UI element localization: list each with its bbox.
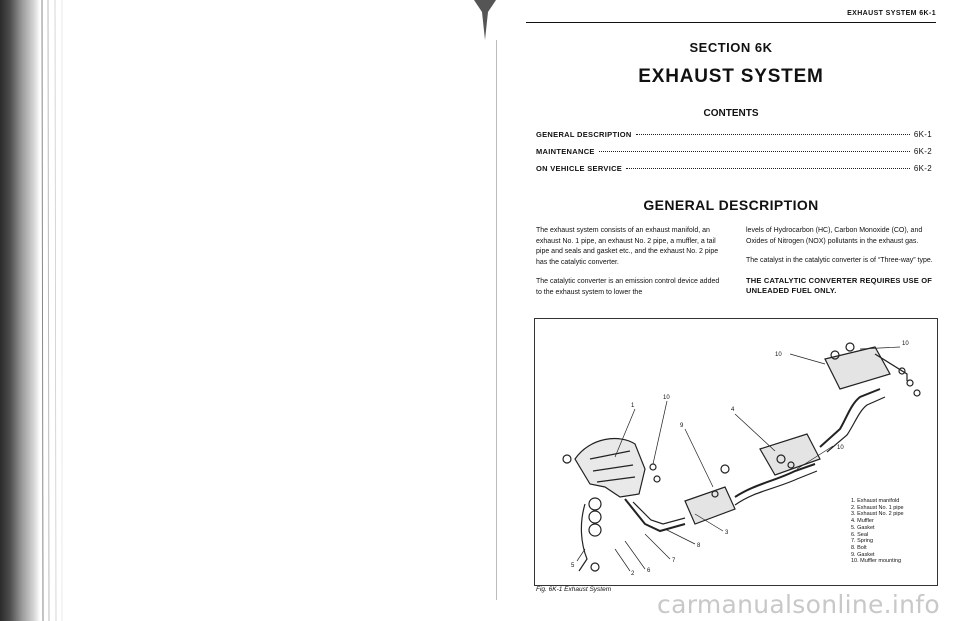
general-description-heading: GENERAL DESCRIPTION (643, 197, 819, 213)
left-column (536, 226, 726, 308)
legend-item: 6. Seal (851, 531, 869, 538)
legend-item: 7. Spring (851, 538, 874, 545)
legend-item: 2. Exhaust No. 1 pipe (851, 504, 904, 511)
caution-note: THE CATALYTIC CONVERTER REQUIRES USE OF UNLEADED FUEL ONLY. (746, 275, 933, 296)
legend-item: 5. Gasket (851, 524, 875, 531)
paragraph: The exhaust system consists of an exhaust manifold, an exhaust No. 1 pipe, an exhaust No. 2 pipe, a muffler, a tail pipe and seals and gasket etc., and the exhaust No. 2 pipe has the catalytic converter. (536, 227, 719, 266)
paragraph: levels of Hydrocarbon (HC), Carbon Monoxide (CO), and Oxides of Nitrogen (NOX) pollutants in the exhaust gas. (746, 227, 923, 245)
callout-label: 10 (902, 341, 909, 347)
toc-label: MAINTENANCE (536, 147, 595, 156)
book-spine-shadow (0, 0, 40, 621)
toc-leader (636, 134, 910, 135)
callout-label: 1 (631, 403, 635, 409)
legend-item: 4. Muffler (851, 518, 874, 525)
toc-entry[interactable] (536, 130, 932, 147)
callout-label: 2 (631, 571, 635, 577)
spine-edge-lines (40, 0, 70, 621)
paragraph: The catalyst in the catalytic converter is of “Three-way” type. (746, 257, 933, 265)
gutter-rule (496, 40, 497, 600)
callout-label: 4 (731, 407, 735, 413)
callout-label: 7 (672, 558, 676, 564)
parts-legend (851, 498, 904, 565)
legend-item: 10. Muffler mounting (851, 558, 902, 565)
callout-label: 6 (647, 568, 651, 574)
toc-label: ON VEHICLE SERVICE (536, 164, 623, 173)
legend-item: 8. Bolt (851, 544, 867, 551)
callout-label: 10 (663, 395, 670, 401)
callout-label: 10 (775, 352, 782, 358)
legend-item: 9. Gasket (851, 551, 875, 558)
toc-leader (626, 168, 910, 169)
callout-label: 10 (837, 445, 844, 451)
watermark: carmanualsonline.info (657, 590, 940, 619)
section-number: SECTION 6K (689, 40, 773, 55)
callout-label: 3 (725, 530, 729, 536)
toc-page: 6K-2 (913, 164, 932, 173)
toc-entry[interactable] (536, 147, 932, 164)
figure-caption: Fig. 6K-1 Exhaust System (536, 586, 612, 593)
legend-item: 1. Exhaust manifold (851, 498, 900, 504)
header-rule (526, 22, 936, 23)
paragraph: The catalytic converter is an emission control device added to the exhaust system to lower the (536, 278, 720, 296)
toc-label: GENERAL DESCRIPTION (536, 130, 632, 139)
legend-item: 3. Exhaust No. 2 pipe (851, 511, 904, 518)
table-of-contents (536, 130, 932, 181)
running-head: EXHAUST SYSTEM 6K-1 (847, 10, 936, 17)
toc-leader (599, 151, 910, 152)
toc-entry[interactable] (536, 164, 932, 181)
right-column (746, 226, 936, 297)
manual-page (526, 0, 936, 621)
contents-heading: CONTENTS (703, 108, 759, 119)
gutter-shadow (470, 0, 500, 40)
callout-label: 8 (697, 543, 701, 549)
page-title: EXHAUST SYSTEM (638, 66, 824, 87)
callout-label: 9 (680, 423, 684, 429)
toc-page: 6K-2 (913, 147, 932, 156)
toc-page: 6K-1 (913, 130, 932, 139)
callout-label: 5 (571, 563, 575, 569)
